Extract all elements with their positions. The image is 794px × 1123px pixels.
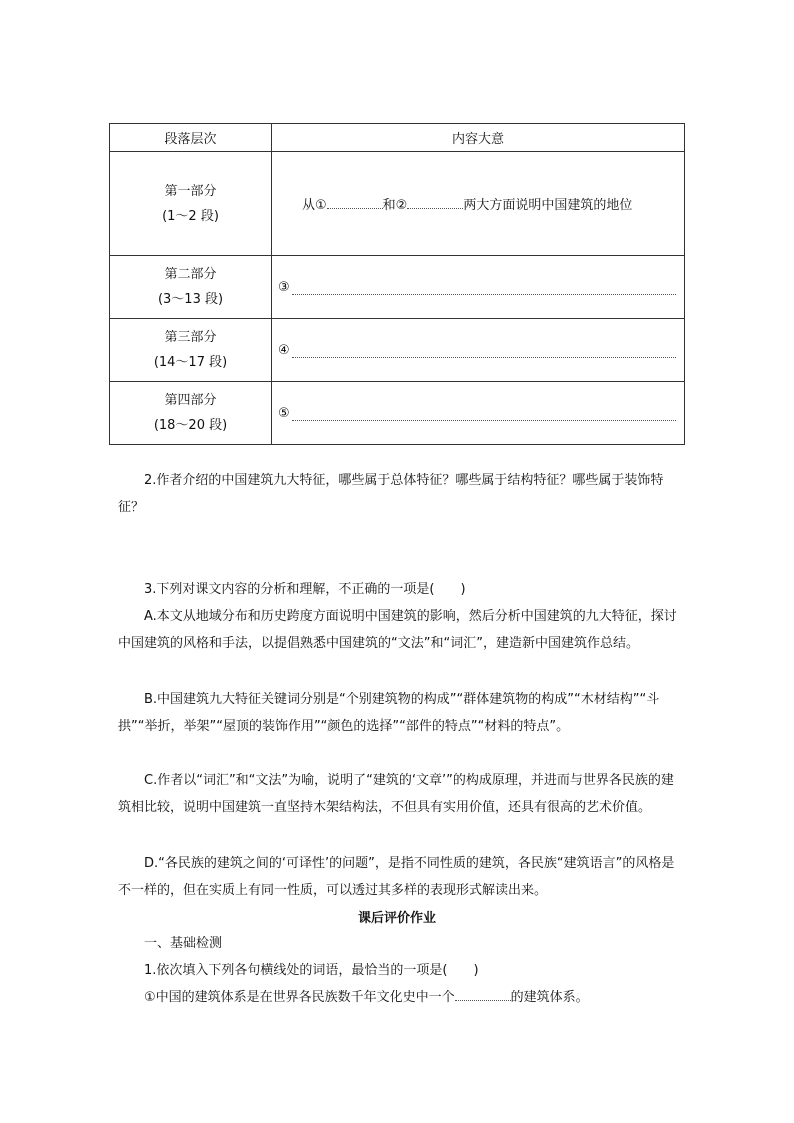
- dotted-blank[interactable]: [292, 280, 676, 295]
- option-a: A.本文从地域分布和历史跨度方面说明中国建筑的影响，然后分析中国建筑的九大特征，探讨中国建筑的风格和手法，以提倡熟悉中国建筑的“文法”和“词汇”，建造新中国建筑作总结。: [118, 609, 677, 651]
- homework-q1-line: [118, 984, 678, 1011]
- part-label: 第二部分: [164, 267, 217, 282]
- answer-line[interactable]: [278, 406, 676, 421]
- q1-line-suffix: 的建筑体系。: [510, 990, 589, 1005]
- answer-line[interactable]: [278, 343, 676, 358]
- table-row: [110, 382, 685, 445]
- blank-marker: ④: [278, 342, 290, 358]
- content-cell: [272, 382, 685, 445]
- question-2: 2.作者介绍的中国建筑九大特征，哪些属于总体特征？哪些属于结构特征？哪些属于装饰特征？: [118, 473, 664, 515]
- dotted-blank[interactable]: [292, 343, 676, 358]
- table-row: [110, 152, 685, 256]
- part-label: 第一部分: [164, 183, 217, 199]
- blank-marker: ⑤: [278, 405, 290, 421]
- header-col-content: 内容大意: [272, 124, 685, 152]
- part-range: (18～20 段): [153, 418, 228, 433]
- homework-title: 课后评价作业: [357, 911, 436, 926]
- question-3-stem: 3.下列对课文内容的分析和理解，不正确的一项是( ): [144, 582, 466, 597]
- part-range: (14～17 段): [153, 355, 228, 370]
- option-d: D.“各民族的建筑之间的‘可译性’的问题”，是指不同性质的建筑，各民族“建筑语言”的风格是不一样的，但在实质上有同一性质，可以透过其多样的表现形式解读出来。: [118, 856, 675, 898]
- table-row: [110, 319, 685, 382]
- dotted-blank[interactable]: [455, 988, 511, 1001]
- header-col-level: 段落层次: [110, 124, 272, 152]
- option-b: B.中国建筑九大特征关键词分别是“个别建筑物的构成”“群体建筑物的构成”“木材结构”“斗拱”“举折，举架”“屋顶的装饰作用”“颜色的选择”“部件的特点”“材料的特点”。: [118, 692, 660, 734]
- content-cell: [272, 319, 685, 382]
- answer-line[interactable]: [278, 280, 676, 295]
- table-row: [110, 256, 685, 319]
- content-cell: [272, 256, 685, 319]
- homework-q1-stem: 1.依次填入下列各句横线处的词语，最恰当的一项是( ): [144, 963, 479, 978]
- part-cell: [110, 319, 272, 382]
- table-header-row: [110, 124, 685, 152]
- content-prefix: 从①: [302, 198, 327, 213]
- q1-line-prefix: ①中国的建筑体系是在世界各民族数千年文化史中一个: [144, 990, 455, 1005]
- part-label: 第三部分: [164, 330, 217, 345]
- blank-2[interactable]: [407, 196, 463, 209]
- part-cell: [110, 152, 272, 256]
- part-cell: [110, 256, 272, 319]
- part-range: (1～2 段): [162, 208, 219, 224]
- part-label: 第四部分: [164, 393, 217, 408]
- content-suffix: 两大方面说明中国建筑的地位: [463, 198, 633, 213]
- content-cell: [272, 152, 685, 256]
- blank-marker: ③: [278, 279, 290, 295]
- content-mid: 和②: [382, 198, 408, 213]
- part-cell: [110, 382, 272, 445]
- section-heading: 一、基础检测: [144, 936, 223, 951]
- dotted-blank[interactable]: [292, 406, 676, 421]
- option-c: C.作者以“词汇”和“文法”为喻，说明了“建筑的‘文章’”的构成原理，并进而与世界各民族的建筑相比较，说明中国建筑一直坚持木架结构法，不但具有实用价值，还具有很高的艺术价值。: [118, 773, 674, 815]
- outline-table: [109, 123, 685, 445]
- part-range: (3～13 段): [157, 292, 224, 307]
- blank-1[interactable]: [327, 196, 383, 209]
